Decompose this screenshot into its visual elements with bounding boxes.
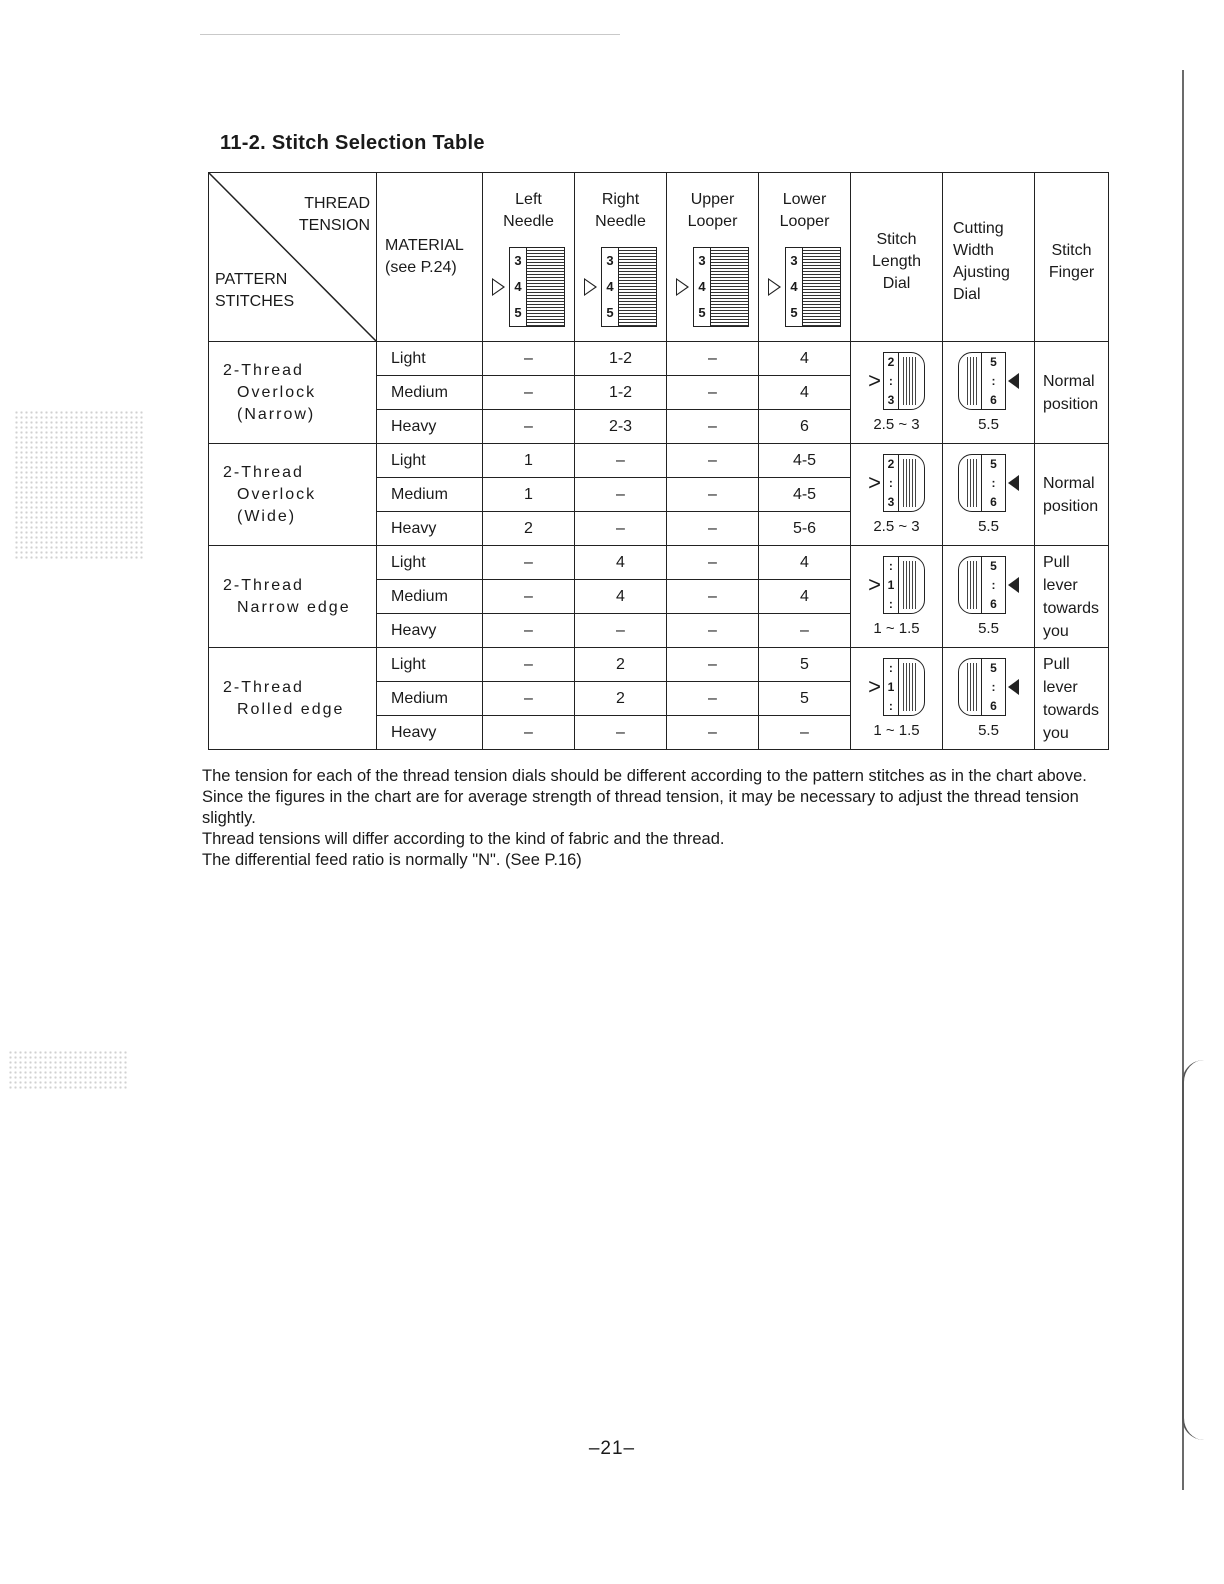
header-upper-label: Upper xyxy=(690,191,735,208)
lower-looper-value: 4 xyxy=(759,546,851,580)
dial-number: 2 xyxy=(887,457,895,472)
pointer-triangle-icon xyxy=(1008,577,1019,593)
dial-number: : xyxy=(888,698,893,713)
dial-number: : xyxy=(888,661,893,676)
scan-noise xyxy=(14,410,144,560)
page-number: –21– xyxy=(588,1438,636,1459)
header-needle-label: Needle xyxy=(595,213,646,230)
dial-number: 5 xyxy=(990,559,997,574)
pattern-name-line: 2-Thread xyxy=(223,361,304,379)
lower-looper-value: 4 xyxy=(759,342,851,376)
left-needle-value: – xyxy=(483,546,575,580)
header-thread-label: THREAD xyxy=(304,195,370,212)
tension-dial-icon xyxy=(693,247,749,327)
pointer-triangle-icon xyxy=(492,278,505,296)
upper-looper-value: – xyxy=(667,614,759,648)
section-title: 11-2. Stitch Selection Table xyxy=(220,132,485,154)
dial-number: 3 xyxy=(887,392,895,407)
dial-number: 5 xyxy=(514,305,522,320)
left-needle-value: – xyxy=(483,410,575,444)
material-cell: Heavy xyxy=(377,614,483,648)
dial-number: : xyxy=(888,596,893,611)
header-text: Dial xyxy=(953,286,981,303)
pattern-name-line: (Wide) xyxy=(237,507,297,525)
cutting-width-dial-icon xyxy=(958,352,1006,410)
material-cell: Heavy xyxy=(377,716,483,750)
material-cell: Medium xyxy=(377,376,483,410)
lower-looper-value: 5-6 xyxy=(759,512,851,546)
note-paragraph: The tension for each of the thread tension dials should be different according to the pattern stitches as in the chart above. xyxy=(202,767,1087,785)
stitch-length-value: 2.5 ~ 3 xyxy=(873,416,920,433)
pointer-arrow-icon: > xyxy=(868,674,881,699)
finger-text: lever xyxy=(1043,576,1078,594)
material-cell: Light xyxy=(377,648,483,682)
right-needle-value: – xyxy=(575,512,667,546)
dial-number: 4 xyxy=(514,279,522,294)
tension-dial-graphic xyxy=(483,247,574,327)
cutting-width-value: 5.5 xyxy=(978,518,999,535)
dial-number: 4 xyxy=(790,279,798,294)
stitch-length-cell xyxy=(851,342,943,444)
stitch-length-cell xyxy=(851,648,943,750)
dial-number: : xyxy=(991,679,996,694)
pattern-name-line: Overlock xyxy=(237,383,317,401)
stitch-selection-table xyxy=(208,172,1109,750)
dial-number: : xyxy=(888,373,893,388)
stitch-length-dial-icon xyxy=(883,556,925,614)
cutting-width-cell xyxy=(943,648,1035,750)
scan-noise xyxy=(8,1050,128,1090)
material-cell: Light xyxy=(377,546,483,580)
cutting-width-value: 5.5 xyxy=(978,416,999,433)
cutting-width-cell xyxy=(943,444,1035,546)
dial-number: : xyxy=(991,373,996,388)
stitch-finger-cell xyxy=(1035,444,1109,546)
left-needle-value: – xyxy=(483,716,575,750)
stitch-length-dial-icon xyxy=(883,454,925,512)
table-row xyxy=(209,546,1109,580)
table-row xyxy=(209,648,1109,682)
pointer-triangle-icon xyxy=(768,278,781,296)
header-text: Length xyxy=(872,253,921,270)
finger-text: you xyxy=(1043,622,1069,640)
dial-number: 2 xyxy=(887,355,895,370)
header-material-ref: (see P.24) xyxy=(385,259,457,276)
finger-text: you xyxy=(1043,724,1069,742)
header-tension-label: TENSION xyxy=(298,217,370,234)
dial-number: 3 xyxy=(698,253,706,268)
upper-looper-value: – xyxy=(667,410,759,444)
note-paragraph: The differential feed ratio is normally "N". (See P.16) xyxy=(202,851,582,869)
material-cell: Medium xyxy=(377,682,483,716)
upper-looper-value: – xyxy=(667,682,759,716)
cutting-width-cell xyxy=(943,342,1035,444)
dial-number: : xyxy=(888,559,893,574)
dial-number: 6 xyxy=(990,392,997,407)
header-material xyxy=(377,173,483,342)
material-cell: Medium xyxy=(377,580,483,614)
stitch-length-value: 1 ~ 1.5 xyxy=(873,620,920,637)
stitch-finger-cell xyxy=(1035,546,1109,648)
header-lower-looper xyxy=(759,173,851,342)
cutting-width-dial-icon xyxy=(958,658,1006,716)
lower-looper-value: 4-5 xyxy=(759,444,851,478)
upper-looper-value: – xyxy=(667,376,759,410)
finger-text: towards xyxy=(1043,701,1100,719)
diagonal-header-cell xyxy=(209,173,377,342)
scan-speck xyxy=(200,34,620,35)
right-needle-value: 1-2 xyxy=(575,376,667,410)
table-row xyxy=(209,444,1109,478)
pattern-name-line: 2-Thread xyxy=(223,678,304,696)
pattern-name-line: 2-Thread xyxy=(223,463,304,481)
dial-number: 1 xyxy=(887,679,895,694)
material-cell: Light xyxy=(377,342,483,376)
lower-looper-value: 5 xyxy=(759,682,851,716)
right-needle-value: – xyxy=(575,478,667,512)
header-text: Cutting xyxy=(953,220,1004,237)
tension-dial-icon xyxy=(785,247,841,327)
header-text: Ajusting xyxy=(953,264,1010,281)
header-left-needle xyxy=(483,173,575,342)
notes-block xyxy=(202,766,1102,871)
pointer-triangle-icon xyxy=(1008,475,1019,491)
header-text: Finger xyxy=(1048,264,1095,281)
dial-number: 4 xyxy=(606,279,614,294)
dial-number: 6 xyxy=(990,596,997,611)
material-cell: Light xyxy=(377,444,483,478)
header-stitch-length xyxy=(851,173,943,342)
dial-number: 5 xyxy=(990,355,997,370)
stitch-length-value: 2.5 ~ 3 xyxy=(873,518,920,535)
stitch-length-value: 1 ~ 1.5 xyxy=(873,722,920,739)
dial-number: 4 xyxy=(698,279,706,294)
right-needle-value: 2-3 xyxy=(575,410,667,444)
pattern-name-cell xyxy=(209,342,377,444)
header-right-label: Right xyxy=(601,191,640,208)
left-needle-value: 1 xyxy=(483,478,575,512)
upper-looper-value: – xyxy=(667,648,759,682)
lower-looper-value: 6 xyxy=(759,410,851,444)
finger-text: towards xyxy=(1043,599,1100,617)
left-needle-value: 1 xyxy=(483,444,575,478)
header-upper-looper xyxy=(667,173,759,342)
header-material-label: MATERIAL xyxy=(385,237,464,254)
lower-looper-value: – xyxy=(759,614,851,648)
upper-looper-value: – xyxy=(667,580,759,614)
header-row xyxy=(209,173,1109,342)
dial-number: 3 xyxy=(514,253,522,268)
left-needle-value: – xyxy=(483,682,575,716)
upper-looper-value: – xyxy=(667,444,759,478)
material-cell: Heavy xyxy=(377,512,483,546)
cutting-width-cell xyxy=(943,546,1035,648)
stitch-length-dial-icon xyxy=(883,352,925,410)
finger-text: Pull xyxy=(1043,655,1070,673)
header-looper-label: Looper xyxy=(779,213,830,230)
pattern-name-line: (Narrow) xyxy=(237,405,316,423)
pointer-arrow-icon: > xyxy=(868,572,881,597)
finger-text: position xyxy=(1043,497,1099,515)
material-cell: Medium xyxy=(377,478,483,512)
tension-dial-graphic xyxy=(759,247,850,327)
upper-looper-value: – xyxy=(667,342,759,376)
header-right-needle xyxy=(575,173,667,342)
right-needle-value: 4 xyxy=(575,546,667,580)
finger-text: Pull xyxy=(1043,553,1070,571)
pattern-name-cell xyxy=(209,444,377,546)
dial-number: 5 xyxy=(606,305,614,320)
header-lower-label: Lower xyxy=(782,191,827,208)
lower-looper-value: 4 xyxy=(759,580,851,614)
stitch-length-cell xyxy=(851,444,943,546)
cutting-width-value: 5.5 xyxy=(978,722,999,739)
binding-edge-curve xyxy=(1182,1060,1206,1440)
tension-dial-icon xyxy=(601,247,657,327)
left-needle-value: – xyxy=(483,614,575,648)
pointer-arrow-icon: > xyxy=(868,368,881,393)
pattern-name-line: 2-Thread xyxy=(223,576,304,594)
stitch-length-cell xyxy=(851,546,943,648)
lower-looper-value: 5 xyxy=(759,648,851,682)
header-text: Stitch xyxy=(876,231,917,248)
right-needle-value: – xyxy=(575,614,667,648)
dial-number: : xyxy=(991,475,996,490)
left-needle-value: – xyxy=(483,648,575,682)
left-needle-value: 2 xyxy=(483,512,575,546)
header-stitch-finger xyxy=(1035,173,1109,342)
tension-dial-graphic xyxy=(667,247,758,327)
upper-looper-value: – xyxy=(667,512,759,546)
cutting-width-dial-icon xyxy=(958,556,1006,614)
pattern-name-line: Overlock xyxy=(237,485,317,503)
upper-looper-value: – xyxy=(667,546,759,580)
pointer-arrow-icon: > xyxy=(868,470,881,495)
header-left-label: Left xyxy=(515,191,542,208)
finger-text: position xyxy=(1043,395,1099,413)
pointer-triangle-icon xyxy=(676,278,689,296)
lower-looper-value: 4 xyxy=(759,376,851,410)
dial-number: : xyxy=(888,475,893,490)
dial-number: 5 xyxy=(990,661,997,676)
left-needle-value: – xyxy=(483,580,575,614)
note-paragraph: Since the figures in the chart are for average strength of thread tension, it may be necessary to adjust the thread tension slightly. xyxy=(202,788,1079,827)
stitch-length-dial-icon xyxy=(883,658,925,716)
right-needle-value: 2 xyxy=(575,682,667,716)
upper-looper-value: – xyxy=(667,478,759,512)
dial-number: 6 xyxy=(990,494,997,509)
dial-number: 3 xyxy=(790,253,798,268)
right-needle-value: – xyxy=(575,716,667,750)
dial-number: 6 xyxy=(990,698,997,713)
table-row xyxy=(209,342,1109,376)
header-text: Width xyxy=(953,242,994,259)
header-text: Dial xyxy=(882,275,911,292)
right-needle-value: – xyxy=(575,444,667,478)
pattern-name-cell xyxy=(209,648,377,750)
tension-dial-icon xyxy=(509,247,565,327)
right-needle-value: 2 xyxy=(575,648,667,682)
header-cutting-width xyxy=(943,173,1035,342)
upper-looper-value: – xyxy=(667,716,759,750)
note-paragraph: Thread tensions will differ according to the kind of fabric and the thread. xyxy=(202,830,725,848)
header-text: Stitch xyxy=(1051,242,1092,259)
stitch-finger-cell xyxy=(1035,342,1109,444)
lower-looper-value: 4-5 xyxy=(759,478,851,512)
dial-number: 5 xyxy=(698,305,706,320)
dial-number: 3 xyxy=(887,494,895,509)
pattern-name-line: Narrow edge xyxy=(237,598,351,616)
material-cell: Heavy xyxy=(377,410,483,444)
finger-text: lever xyxy=(1043,678,1078,696)
right-needle-value: 4 xyxy=(575,580,667,614)
dial-number: 5 xyxy=(790,305,798,320)
header-needle-label: Needle xyxy=(503,213,554,230)
header-stitches-label: STITCHES xyxy=(215,293,295,310)
dial-number: : xyxy=(991,577,996,592)
cutting-width-dial-icon xyxy=(958,454,1006,512)
lower-looper-value: – xyxy=(759,716,851,750)
pointer-triangle-icon xyxy=(1008,679,1019,695)
left-needle-value: – xyxy=(483,376,575,410)
pointer-triangle-icon xyxy=(584,278,597,296)
finger-text: Normal xyxy=(1043,474,1095,492)
header-looper-label: Looper xyxy=(687,213,738,230)
left-needle-value: – xyxy=(483,342,575,376)
stitch-finger-cell xyxy=(1035,648,1109,750)
header-pattern-label: PATTERN xyxy=(215,271,288,288)
dial-number: 5 xyxy=(990,457,997,472)
dial-number: 3 xyxy=(606,253,614,268)
dial-number: 1 xyxy=(887,577,895,592)
tension-dial-graphic xyxy=(575,247,666,327)
cutting-width-value: 5.5 xyxy=(978,620,999,637)
pattern-name-line: Rolled edge xyxy=(237,700,345,718)
finger-text: Normal xyxy=(1043,372,1095,390)
right-needle-value: 1-2 xyxy=(575,342,667,376)
pointer-triangle-icon xyxy=(1008,373,1019,389)
pattern-name-cell xyxy=(209,546,377,648)
